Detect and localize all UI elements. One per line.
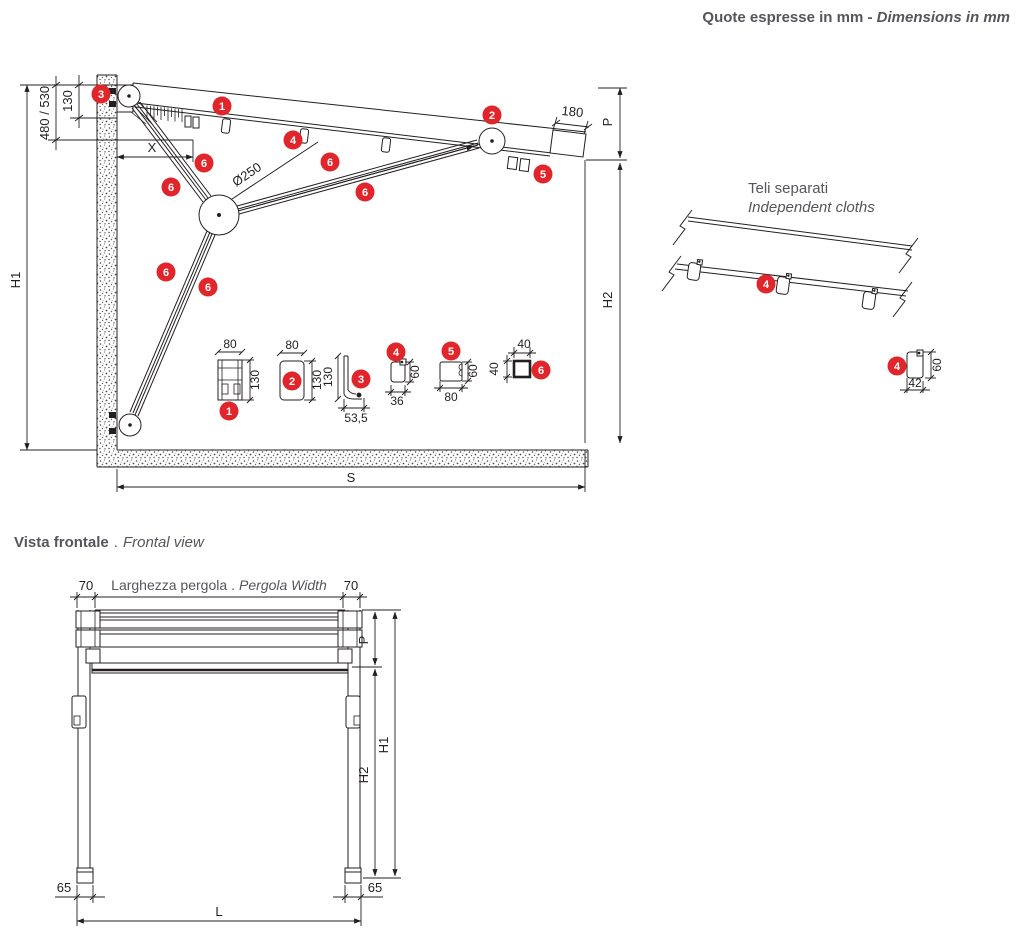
profile-4-detail xyxy=(900,349,944,393)
badge-profile-1 xyxy=(220,402,239,421)
badge-6-label: 6 xyxy=(204,281,212,294)
pergola-width-label xyxy=(111,577,327,593)
dim-pergola-width xyxy=(70,577,367,608)
profile-6-height: 40 xyxy=(487,362,501,376)
dim-65-right-label: 65 xyxy=(367,880,383,895)
dim-s xyxy=(117,157,585,492)
front-pulley xyxy=(479,128,505,154)
right-post-bracket xyxy=(346,696,360,728)
wall xyxy=(97,75,117,467)
frontal-view xyxy=(14,534,401,926)
badge-profile-4 xyxy=(387,343,406,362)
width-label-sep: . xyxy=(231,577,236,593)
profile-5 xyxy=(434,359,480,404)
teli-subtitle: Independent cloths xyxy=(748,199,875,216)
frontal-view-title xyxy=(14,534,205,551)
badge-2-label: 2 xyxy=(488,109,496,122)
header-english: Dimensions in mm xyxy=(876,9,1010,26)
frontal-title-en: Frontal view xyxy=(122,534,204,551)
dim-480-530 xyxy=(37,76,60,150)
badge-cloth-clip xyxy=(757,275,776,294)
frontal-title-it: Vista frontale xyxy=(14,534,109,551)
badge-4-label: 4 xyxy=(762,278,770,291)
dim-h2-side xyxy=(600,163,620,443)
dim-130-label: 130 xyxy=(60,90,75,112)
badge-1-beam xyxy=(213,97,232,116)
profile-6 xyxy=(487,337,536,383)
support-arm-lower-left xyxy=(130,231,215,416)
support-arm-front xyxy=(237,140,479,214)
badge-6-label: 6 xyxy=(537,364,545,377)
badge-6-arm-a1 xyxy=(195,154,214,173)
front-rail-band xyxy=(95,610,345,628)
dim-65-left-label: 65 xyxy=(56,880,72,895)
floor xyxy=(97,450,588,467)
dim-x-label: X xyxy=(147,140,157,155)
badge-6-arm-a2 xyxy=(162,178,181,197)
profile-4 xyxy=(385,359,422,408)
profile-1-height: 130 xyxy=(248,369,262,391)
badge-3-label: 3 xyxy=(357,373,365,386)
dim-h1-front-label: H1 xyxy=(376,736,391,754)
right-foot xyxy=(345,868,361,883)
dim-h1-front xyxy=(376,612,395,876)
badge-1-label: 1 xyxy=(225,405,233,418)
profile-1-width: 80 xyxy=(223,337,237,351)
profile-2-height: 130 xyxy=(310,369,324,391)
dim-s-label: S xyxy=(346,470,356,485)
badge-6-label: 6 xyxy=(162,266,170,279)
profile-4-detail-height: 60 xyxy=(930,358,944,372)
badge-profile-2 xyxy=(283,372,302,391)
badge-2-label: 2 xyxy=(288,375,296,388)
dim-180-label: 180 xyxy=(560,102,585,121)
side-view xyxy=(8,75,627,492)
profile-2 xyxy=(277,338,324,403)
profile-3 xyxy=(321,353,370,425)
dim-l-label: L xyxy=(215,904,223,919)
badge-6-arm-c1 xyxy=(157,263,176,282)
teli-title: Teli separati xyxy=(748,180,829,197)
beam-end-cap xyxy=(550,130,586,157)
frontal-right-dimensions xyxy=(352,610,401,878)
width-label-en: Pergola Width xyxy=(239,577,327,593)
frontal-structure xyxy=(72,610,362,883)
left-foot xyxy=(77,868,93,883)
badge-profile-6 xyxy=(532,361,551,380)
hub-diameter-label: Ø250 xyxy=(229,159,265,190)
dim-p-side-label: P xyxy=(600,117,615,127)
badge-6-label: 6 xyxy=(167,181,175,194)
dim-p-front-label: P xyxy=(356,635,371,645)
dim-480-530-label: 480 / 530 xyxy=(37,85,52,141)
width-label-it: Larghezza pergola xyxy=(111,577,228,593)
profile-1 xyxy=(215,337,262,403)
badge-profile-3 xyxy=(352,370,371,389)
frontal-title-sep: . xyxy=(113,534,118,551)
profile-3-width: 53,5 xyxy=(344,411,368,425)
roof-beam xyxy=(133,83,586,157)
profile-4-height: 60 xyxy=(408,365,422,379)
dim-x xyxy=(117,140,193,162)
profile-2-width: 80 xyxy=(285,338,299,352)
left-post xyxy=(72,610,100,883)
dim-l xyxy=(77,904,361,921)
front-main-beam xyxy=(100,630,340,647)
end-clip xyxy=(507,157,529,172)
profile-sections xyxy=(215,337,536,425)
dim-130 xyxy=(60,75,83,128)
badge-4-label: 4 xyxy=(289,134,297,147)
badge-4-label: 4 xyxy=(392,346,400,359)
badge-profile-4-detail xyxy=(888,357,907,376)
badge-3-wall-bracket xyxy=(92,85,111,104)
profile-5-width: 80 xyxy=(444,390,458,404)
badge-6-arm-b2 xyxy=(356,183,375,202)
badge-3-label: 3 xyxy=(97,88,105,101)
header-italian: Quote espresse in mm - xyxy=(702,9,877,26)
dim-h2-front-label: H2 xyxy=(356,766,371,784)
profile-6-width: 40 xyxy=(517,337,531,351)
dim-p-side xyxy=(586,88,627,160)
dim-70-right: 70 xyxy=(343,578,359,593)
badge-6-label: 6 xyxy=(200,157,208,170)
badge-5-label: 5 xyxy=(447,345,455,358)
page-header xyxy=(702,9,1010,26)
dim-h1-label: H1 xyxy=(8,271,23,289)
badge-5-end-clip xyxy=(534,165,553,184)
profile-4-detail-width: 42 xyxy=(908,376,922,390)
badge-6-label: 6 xyxy=(326,156,334,169)
badge-6-arm-c2 xyxy=(199,278,218,297)
profile-3-height: 130 xyxy=(321,366,335,388)
front-lower-bar xyxy=(92,663,348,673)
badge-6-label: 6 xyxy=(361,186,369,199)
badge-profile-5 xyxy=(442,342,461,361)
right-post xyxy=(338,610,362,883)
badge-5-label: 5 xyxy=(539,168,547,181)
profile-4-width: 36 xyxy=(390,394,404,408)
dim-h1 xyxy=(8,85,27,450)
badge-4-label: 4 xyxy=(893,360,901,373)
badge-4-clip xyxy=(284,131,303,150)
dim-70-left: 70 xyxy=(78,578,94,593)
dim-h2-side-label: H2 xyxy=(600,291,615,309)
badge-2-pulley xyxy=(483,106,502,125)
frontal-bottom-dimensions xyxy=(55,880,383,926)
badge-6-arm-b1 xyxy=(321,153,340,172)
profile-5-height: 60 xyxy=(466,364,480,378)
badge-1-label: 1 xyxy=(218,100,226,113)
